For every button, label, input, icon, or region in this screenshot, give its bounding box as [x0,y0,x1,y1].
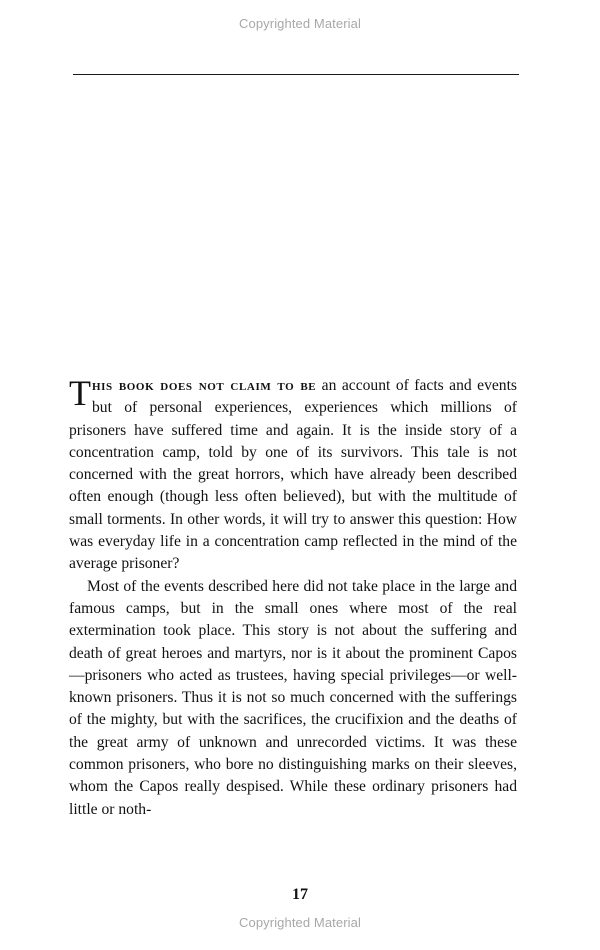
page-number: 17 [292,886,308,903]
lead-in-small-caps: his book does not claim to be [92,377,317,394]
copyright-watermark-top: Copyrighted Material [239,16,361,31]
paragraph-2: Most of the events described here did not take place in the large and famous camps, but in the small ones where most of the real extermination took place. This story is not about the suffering and death of great heroes and martyrs, nor is it about the prominent Capos—prisoners who acted as trustees, having special privileges—or well-known prisoners. Thus it is not so much concerned with the sufferings of the mighty, but with the sacrifices, the crucifixion and the deaths of the great army of unknown and unrecorded victims. It was these common prisoners, who bore no distinguishing marks on their sleeves, whom the Capos really despised. While these ordinary prisoners had little or noth- [69,577,517,818]
paragraph-1 [69,375,517,576]
body-text [69,375,517,821]
copyright-watermark-bottom: Copyrighted Material [239,915,361,930]
drop-cap: T [69,373,91,413]
header-rule [73,74,519,75]
paragraph-1-text: an account of facts and events but of personal experiences, experiences which millions of prisoners have suffered time and again. It is the inside story of a concentration camp, told by one of its survivors. This tale is not concerned with the great horrors, which have already been described often enough (though less often believed), but with the multitude of small torments. In other words, it will try to answer this question: How was everyday life in a concentration camp reflected in the mind of the average prisoner? [69,377,517,573]
